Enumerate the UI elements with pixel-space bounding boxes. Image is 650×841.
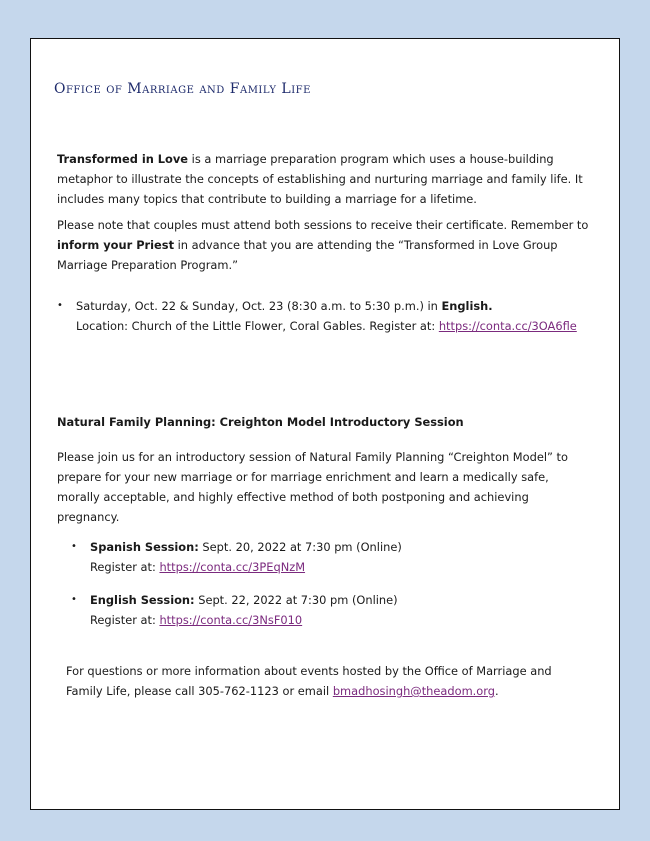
english-session-item xyxy=(71,590,570,630)
transformed-note xyxy=(57,215,592,275)
office-title: Office of Marriage and Family Life xyxy=(54,81,311,97)
english-register-link[interactable]: https://conta.cc/3NsF010 xyxy=(159,613,303,627)
session-dates-line xyxy=(76,296,596,316)
note-text: Please note that couples must attend both sessions to receive their certificate. Remember to xyxy=(57,218,589,232)
contact-email-link[interactable]: bmadhosingh@theadom.org xyxy=(332,684,495,698)
spanish-session-details: Sept. 20, 2022 at 7:30 pm (Online) xyxy=(198,540,402,554)
bullet-icon: • xyxy=(71,594,77,605)
spanish-register-line xyxy=(90,557,570,577)
register-label: Register at: xyxy=(90,560,160,574)
contact-text: For questions or more information about events hosted by the Office of Marriage and Family Life, please call 305-762-1123 or email xyxy=(66,664,552,698)
transformed-lead: Transformed in Love xyxy=(57,152,189,166)
nfp-intro: Please join us for an introductory session of Natural Family Planning “Creighton Model” to prepare for your new marriage or for marriage enrichment and learn a medically safe, morally acceptable, and highly effective method of both postponing and achieving pregnancy. xyxy=(57,450,568,524)
spanish-session-item xyxy=(71,537,570,577)
transformed-register-link[interactable]: https://conta.cc/3OA6fle xyxy=(438,319,577,333)
note-text-end: in advance that you are attending the “Transformed in Love Group Marriage Preparation Program.” xyxy=(57,238,558,272)
english-session-details: Sept. 22, 2022 at 7:30 pm (Online) xyxy=(194,593,398,607)
bullet-icon: • xyxy=(57,300,63,311)
spanish-session-line xyxy=(90,537,570,557)
session-dates: Saturday, Oct. 22 & Sunday, Oct. 23 (8:30 a.m. to 5:30 p.m.) in xyxy=(76,299,442,313)
session-location: Location: Church of the Little Flower, Coral Gables. Register at: xyxy=(76,319,439,333)
register-label: Register at: xyxy=(90,613,160,627)
spanish-session-label: Spanish Session: xyxy=(90,540,199,554)
english-session-label: English Session: xyxy=(90,593,195,607)
english-session-line xyxy=(90,590,570,610)
bullet-icon: • xyxy=(71,541,77,552)
transformed-intro-text: is a marriage preparation program which uses a house-building metaphor to illustrate the concepts of establishing and nurturing marriage and family life. It includes many topics that contribute to building a marriage for a lifetime. xyxy=(57,152,583,206)
transformed-session-item xyxy=(57,296,596,336)
contact-end: . xyxy=(494,684,499,698)
note-emphasis: inform your Priest xyxy=(57,238,175,252)
spanish-register-link[interactable]: https://conta.cc/3PEqNzM xyxy=(159,560,306,574)
session-location-line xyxy=(76,316,596,336)
english-register-line xyxy=(90,610,570,630)
transformed-intro xyxy=(57,149,592,209)
document-page xyxy=(30,38,620,810)
session-language: English. xyxy=(441,299,493,313)
nfp-section-title: Natural Family Planning: Creighton Model Introductory Session xyxy=(57,415,464,429)
contact-info xyxy=(66,661,581,701)
